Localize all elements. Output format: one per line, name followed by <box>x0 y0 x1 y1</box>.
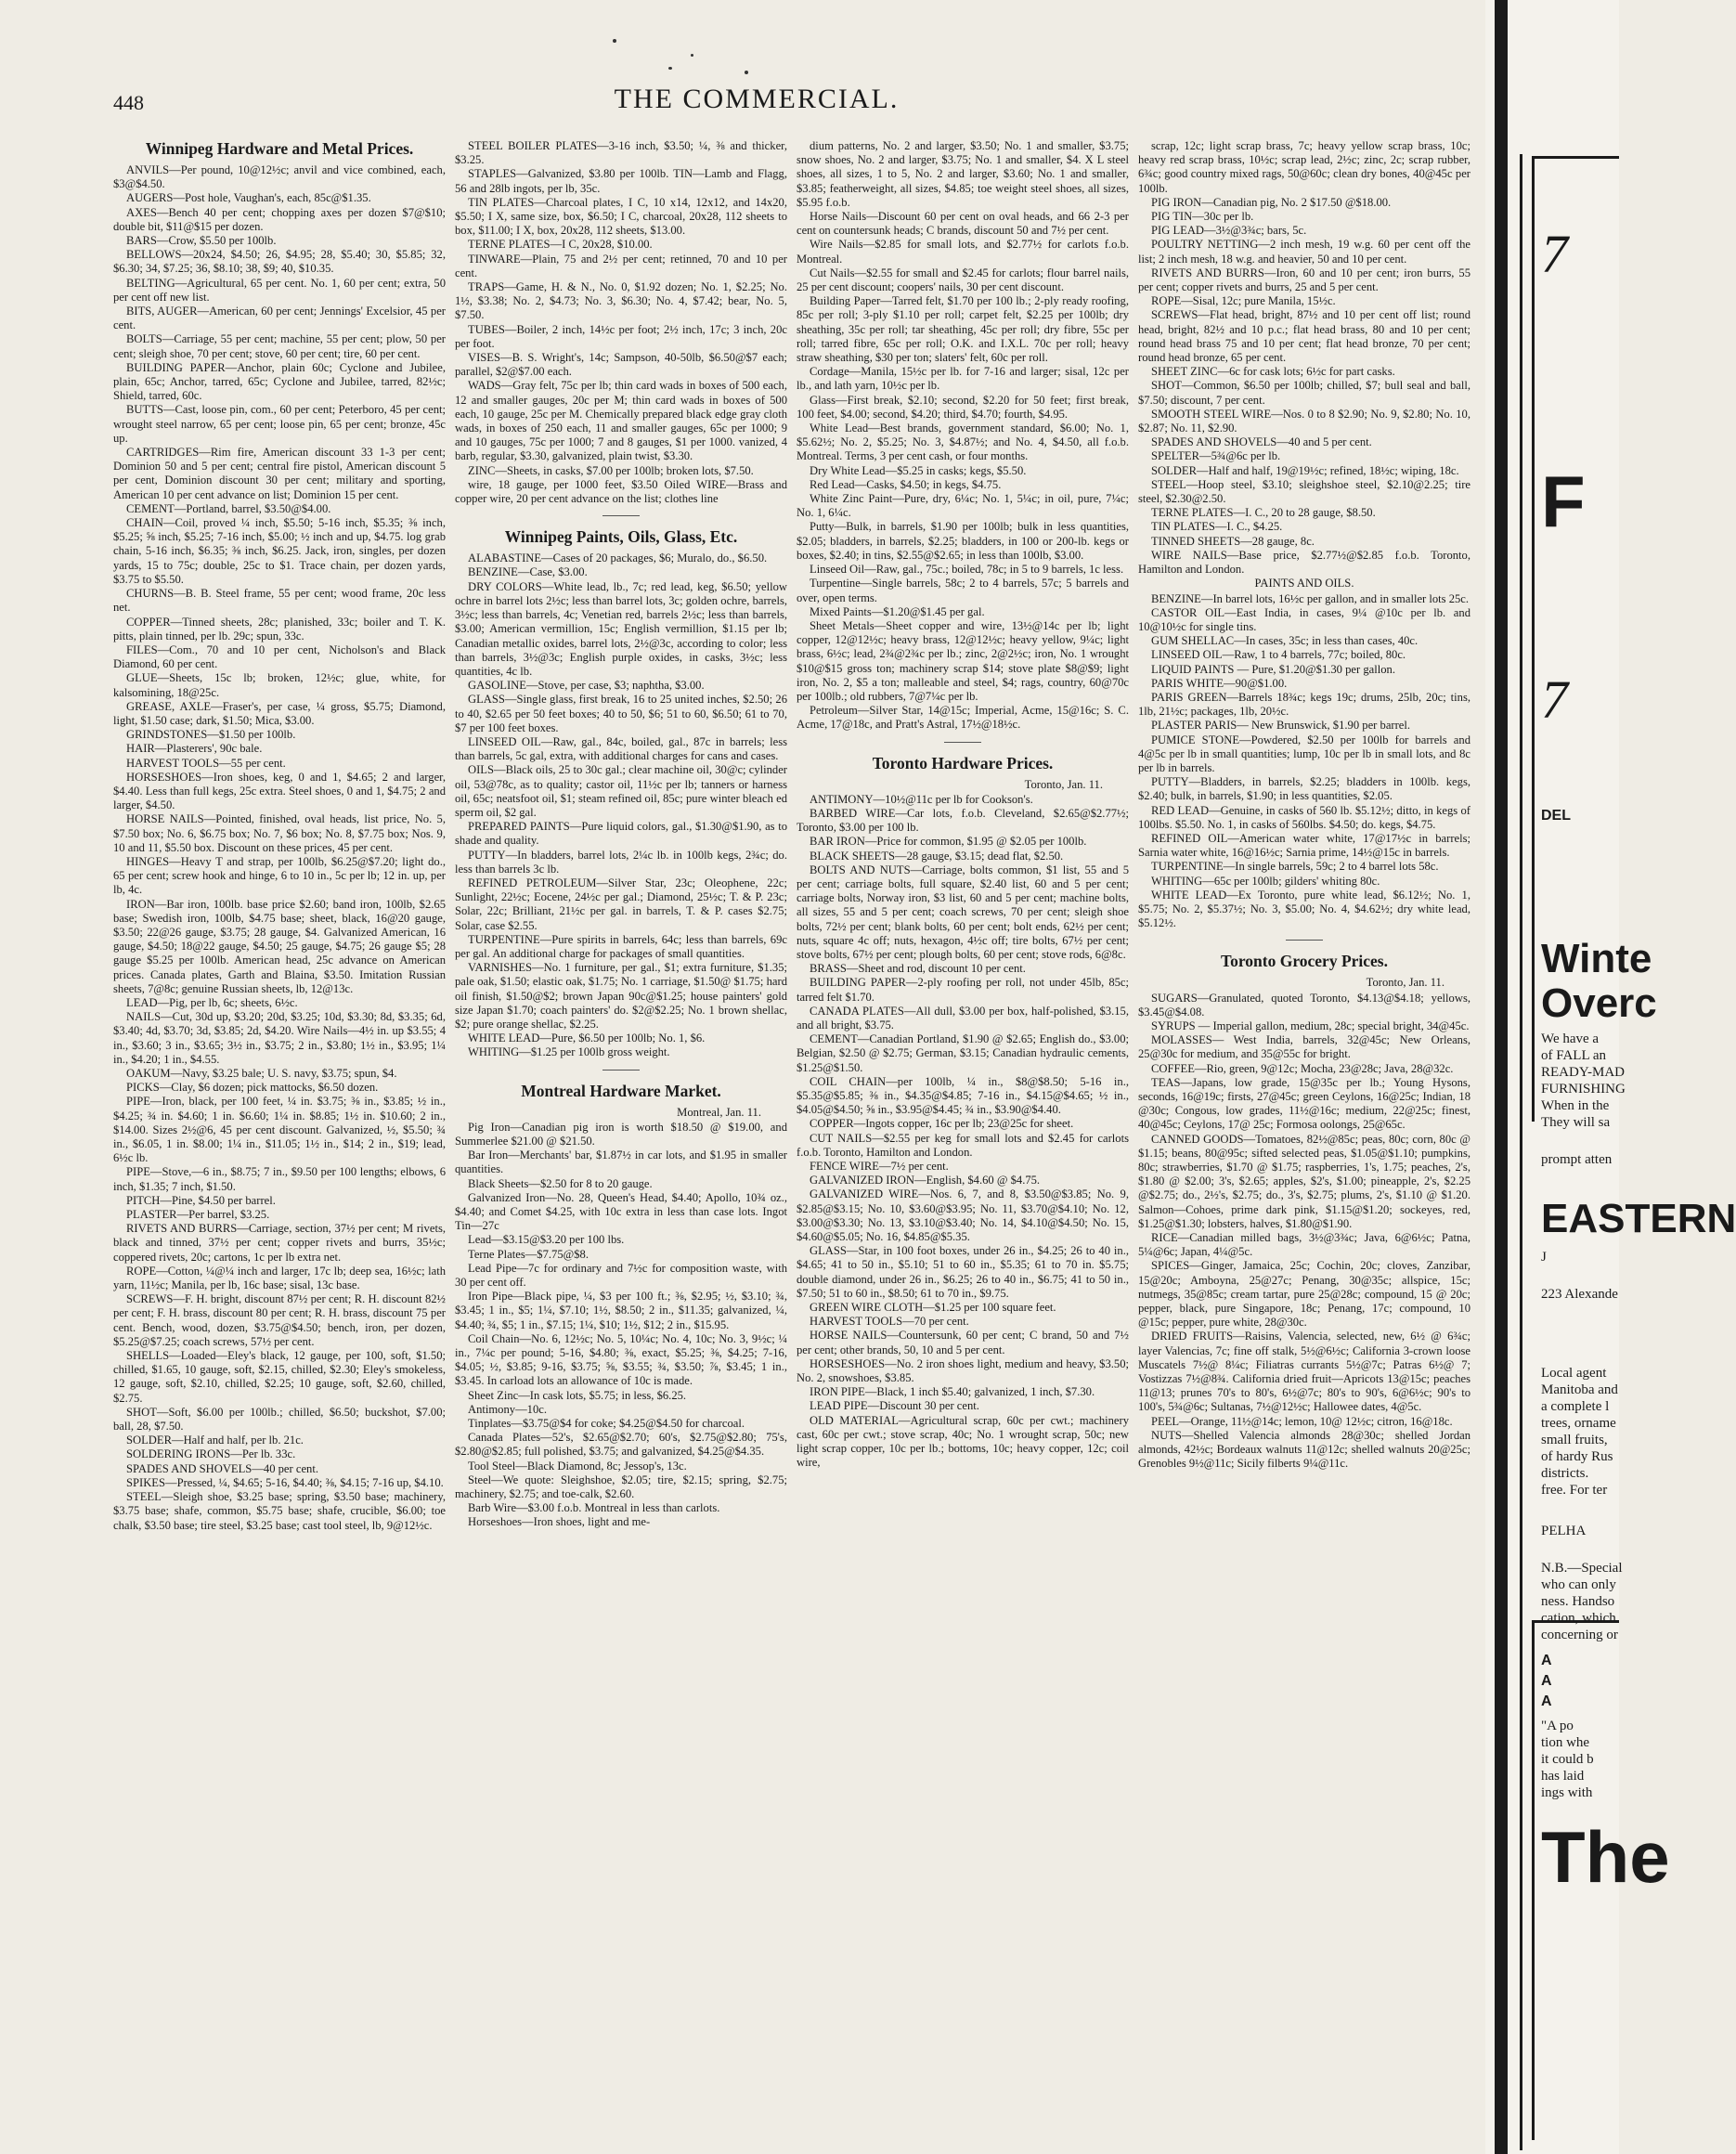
price-entry: STEEL BOILER PLATES—3-16 inch, $3.50; ¼, ⅜ and thicker, $3.25. <box>455 139 787 167</box>
adjacent-page-fragment: When in the <box>1541 1098 1610 1113</box>
price-entry: CHURNS—B. B. Steel frame, 55 per cent; wood frame, 20c less net. <box>113 587 446 615</box>
price-entry: ANTIMONY—10½@11c per lb for Cookson's. <box>810 792 1033 806</box>
price-entry: WADS—Gray felt, 75c per lb; thin card wads in boxes of 500 each, 12 and smaller gauges, 20c per M; thin card wads in boxes of 500 each, 10 gauge, 25c per M. Chemically prepared black edge gray cloth wads, in boxes of 250 each, 11 and smaller gauges, 65c per 1000; 9 and 10 gauges, 75c per 1000; 7 and 8 gauges, $1 per 1000. vanized, 4 barb, regular, $3.30, galvanized, plain twist, $3.30. <box>455 379 787 463</box>
price-entry: GALVANIZED IRON—English, $4.60 @ $4.75. <box>810 1174 1041 1187</box>
adjacent-page-fragment: ness. Handso <box>1541 1594 1615 1609</box>
price-entry: Dry White Lead—$5.25 in casks; kegs, $5.50. <box>810 463 1027 477</box>
price-entry: STEEL—Hoop steel, $3.10; sleighshoe steel, $2.10@2.25; tire steel, $2.30@2.50. <box>1138 477 1470 506</box>
column-1 <box>113 139 446 2135</box>
price-entry: GUM SHELLAC—In cases, 35c; in less than cases, 40c. <box>1151 634 1419 648</box>
adjacent-page-fragment: 7 <box>1541 669 1568 730</box>
section-rule <box>602 1070 640 1071</box>
price-entry: REFINED OIL—American water white, 17@17½c in barrels; Sarnia water white, 16@16½c; Sarnia prime, 14½@15c in barrels. <box>1138 831 1470 860</box>
price-entry: SHOT—Common, $6.50 per 100lb; chilled, $7; bull seal and ball, $7.50; discount, 7 per cent. <box>1138 379 1470 407</box>
price-entry: Cut Nails—$2.55 for small and $2.45 for carlots; flour barrel nails, 25 per cent discount; coopers' nails, 30 per cent discount. <box>797 266 1129 294</box>
price-entry: STAPLES—Galvanized, $3.80 per 100lb. TIN—Lamb and Flagg, 56 and 28lb ingots, per lb, 35c. <box>455 167 787 195</box>
price-entry: PREPARED PAINTS—Pure liquid colors, gal., $1.30@$1.90, as to shade and quality. <box>455 820 787 848</box>
price-entry: GREASE, AXLE—Fraser's, per case, ¼ gross, $5.75; Diamond, light, $1.50 case; dark, $1.50; Mica, $3.00. <box>113 699 446 727</box>
price-entry: RIVETS AND BURRS—Iron, 60 and 10 per cent; iron burrs, 55 per cent; copper rivets and burrs, 25 and 5 per cent. <box>1138 266 1470 294</box>
price-entry: CANNED GOODS—Tomatoes, 82½@85c; peas, 80c; corn, 80c @ $1.15; beans, 80@95c; sifted selected peas, $1.05@$1.10; pumpkins, 80c; strawberries, $1.70 @ $1.75; raspberries, 1's, 1.75; peaches, 2's, $1.80 @ $2.00; 3's, $2.65; apples, $2's, $1.00; pineapple, 2's, $2.25 @$2.75; do., 2½'s, $2.75; do., 3's, $2.75; plums, 2's, $1.10 @ $1.20. Salmon—Cohoes, prime dark pink, $1.15@$1.20; sockeyes, red, $1.25@$1.30; lobsters, halves, $1.80@$1.90. <box>1138 1132 1470 1230</box>
price-entry: HARVEST TOOLS—70 per cent. <box>810 1315 969 1329</box>
price-entry: LEAD PIPE—Discount 30 per cent. <box>810 1399 979 1413</box>
price-entry: CUT NAILS—$2.55 per keg for small lots and $2.45 for carlots f.o.b. Toronto, Hamilton and London. <box>797 1131 1129 1159</box>
section-rule <box>602 515 640 516</box>
price-entry: COPPER—Ingots copper, 16c per lb; 23@25c for sheet. <box>810 1117 1074 1131</box>
price-entry: LINSEED OIL—Raw, gal., 84c, boiled, gal., 87c in barrels; less than barrels, 5c gal, extra, with additional charges for cans and cases. <box>455 734 787 763</box>
price-entry: IRON PIPE—Black, 1 inch $5.40; galvanized, 1 inch, $7.30. <box>810 1385 1095 1399</box>
price-entry: BLACK SHEETS—28 gauge, $3.15; dead flat, $2.50. <box>810 849 1064 863</box>
section-heading: Toronto Grocery Prices. <box>1221 952 1388 971</box>
price-entry: TURPENTINE—In single barrels, 59c; 2 to 4 barrel lots 58c. <box>1151 860 1439 874</box>
price-entry: Horseshoes—Iron shoes, light and me- <box>468 1515 651 1529</box>
price-entry: CHAIN—Coil, proved ¼ inch, $5.50; 5-16 inch, $5.35; ⅜ inch, $5.25; ⅝ inch, $5.25; 7-16 inch, $5.00; ½ inch and up, $4.75. log grab chain, 5-16 inch, $6.35; ⅜ inch, $6.25. Jack, iron, singles, per dozen yards, 15 to 75c; double, 25c to $1. Trace chain, per dozen yards, $3.75 to $5.50. <box>113 516 446 586</box>
price-entry: BITS, AUGER—American, 60 per cent; Jennings' Excelsior, 45 per cent. <box>113 305 446 332</box>
price-entry: TIN PLATES—I. C., $4.25. <box>1151 520 1283 534</box>
price-entry: BRASS—Sheet and rod, discount 10 per cent. <box>810 962 1026 976</box>
section-heading: Winnipeg Paints, Oils, Glass, Etc. <box>504 527 738 547</box>
adjacent-page-fragment: it could b <box>1541 1752 1594 1767</box>
price-entry: BARS—Crow, $5.50 per 100lb. <box>126 234 277 248</box>
price-entry: Linseed Oil—Raw, gal., 75c.; boiled, 78c; in 5 to 9 barrels, 1c less. <box>810 563 1124 577</box>
price-entry: SHEET ZINC—6c for cask lots; 6½c for part casks. <box>1151 365 1395 379</box>
price-entry: COPPER—Tinned sheets, 28c; planished, 33c; boiler and T. K. pitts, plain tinned, per lb. 29c; spun, 33c. <box>113 615 446 642</box>
adjacent-page-fragment: N.B.—Special <box>1541 1561 1623 1576</box>
adjacent-page-fragment: of FALL an <box>1541 1048 1606 1063</box>
price-entry: CEMENT—Portland, barrel, $3.50@$4.00. <box>126 501 331 515</box>
price-entry: RIVETS AND BURRS—Carriage, section, 37½ per cent; M rivets, black and tinned, 37½ per cent; copper rivets and burrs, 35½c; coppered rivets, 20c; cartons, 1c per lb extra net. <box>113 1222 446 1264</box>
price-entry: FILES—Com., 70 and 10 per cent, Nicholson's and Black Diamond, 60 per cent. <box>113 642 446 671</box>
price-entry: Sheet Zinc—In cask lots, $5.75; in less, $6.25. <box>468 1388 687 1402</box>
price-entry: PEEL—Orange, 11½@14c; lemon, 10@ 12½c; citron, 16@18c. <box>1151 1414 1453 1428</box>
price-entry: CASTOR OIL—East India, in cases, 9¼ @10c per lb. and 10@10½c for single tins. <box>1138 605 1470 633</box>
price-entry: POULTRY NETTING—2 inch mesh, 19 w.g. 60 per cent off the list; 2 inch mesh, 18 w.g. and heavier, 50 and 10 per cent. <box>1138 238 1470 266</box>
price-entry: PICKS—Clay, $6 dozen; pick mattocks, $6.50 dozen. <box>126 1081 379 1095</box>
price-entry: GASOLINE—Stove, per case, $3; naphtha, $3.00. <box>468 679 705 693</box>
adjacent-page-fragment: concerning or <box>1541 1628 1618 1642</box>
price-entry: PIG IRON—Canadian pig, No. 2 $17.50 @$18.00. <box>1151 195 1392 209</box>
price-entry: BELLOWS—20x24, $4.50; 26, $4.95; 28, $5.40; 30, $5.85; 32, $6.30; 34, $7.25; 36, $8.10; 38, $9; 40, $10.35. <box>113 248 446 276</box>
adjacent-page-fragment: ings with <box>1541 1785 1593 1800</box>
price-entry: Tool Steel—Black Diamond, 8c; Jessop's, 13c. <box>468 1459 687 1473</box>
price-entry: White Zinc Paint—Pure, dry, 6¼c; No. 1, 5¼c; in oil, pure, 7¼c; No. 1, 6¼c. <box>797 492 1129 520</box>
price-entry: HAIR—Plasterers', 90c bale. <box>126 742 263 756</box>
price-entry: COFFEE—Rio, green, 9@12c; Mocha, 23@28c; Java, 28@32c. <box>1151 1061 1454 1075</box>
price-entry: Black Sheets—$2.50 for 8 to 20 gauge. <box>468 1176 653 1190</box>
price-entry: Lead—$3.15@$3.20 per 100 lbs. <box>468 1233 625 1247</box>
adjacent-page-fragment: "A po <box>1541 1719 1574 1733</box>
price-entry: GLASS—Star, in 100 foot boxes, under 26 in., $4.25; 26 to 40 in., $4.65; 41 to 50 in., $5.10; 51 to 60 in., $5.35; 61 to 70 in. $5.75; double diamond, under 26 in., $6.25; 26 to 40 in., $6.75; 41 to 50 in., $7.50; 51 to 60 in., $8.50; 61 to 70 in., $9.75. <box>797 1244 1129 1300</box>
price-entry: Canada Plates—52's, $2.65@$2.70; 60's, $2.75@$2.80; 75's, $2.80@$2.85; full polished, $3.75; and galvanized, $4.25@$4.35. <box>455 1431 787 1459</box>
price-entry: SOLDER—Half and half, per lb. 21c. <box>126 1434 304 1447</box>
price-entry: PARIS WHITE—90@$1.00. <box>1151 676 1288 690</box>
price-entry: Pig Iron—Canadian pig iron is worth $18.50 @ $19.00, and Summerlee $21.00 @ $21.50. <box>455 1120 787 1148</box>
price-entry: ALABASTINE—Cases of 20 packages, $6; Muralo, do., $6.50. <box>468 551 768 565</box>
adjacent-page-fragment: cation, which <box>1541 1611 1616 1626</box>
price-entry: Terne Plates—$7.75@$8. <box>468 1247 589 1261</box>
price-entry: White Lead—Best brands, government standard, $6.00; No. 1, $5.62½; No. 2, $5.25; No. 3, $4.87½; and No. 4, $4.50, all f.o.b. Montreal. Terms, 3 per cent cash, or four months. <box>797 422 1129 463</box>
print-speck <box>745 71 748 74</box>
price-entry: OAKUM—Navy, $3.25 bale; U. S. navy, $3.75; spun, $4. <box>126 1067 397 1080</box>
price-entry: PLASTER PARIS— New Brunswick, $1.90 per barrel. <box>1151 719 1411 733</box>
price-entry: VARNISHES—No. 1 furniture, per gal., $1; extra furniture, $1.35; pale oak, $1.50; elastic oak, $1.75; No. 1 carriage, $1.50@ $1.75; hard oil finish, $1.50@$2; brown Japan 90c@$1.25; house painters' gold size Japan $1.70; coach painters' do. $2@$2.25; No. 1 brown shellac, $2; pure orange shellac, $2.25. <box>455 961 787 1031</box>
price-entry: Coil Chain—No. 6, 12½c; No. 5, 10¼c; No. 4, 10c; No. 3, 9½c; ¼ in., 7¼c per pound; 5-16, $4.80; ⅜, exact, $5.25; ⅜, $4.25; 7-16, $4.05; ½, $3.85; 9-16, $3.75; ⅝, $3.55; ¾, $3.50; ⅞, $3.45; 1 in., $3.45. In carload lots an allowance of 10c is made. <box>455 1331 787 1388</box>
price-entry: WHITE LEAD—Pure, $6.50 per 100lb; No. 1, $6. <box>468 1032 706 1045</box>
price-entry: SPICES—Ginger, Jamaica, 25c; Cochin, 20c; cloves, Zanzibar, 15@20c; Amboyna, 25@27c; Penang, 30@35c; allspice, 15c; nutmegs, 35@85c; cream tartar, pure 25@28c; compound, 15 @ 20c; pepper, black, pure Singapore, 18c; Penang, 17c; compound, 10 @15c; pepper, pure white, 28@30c. <box>1138 1259 1470 1330</box>
column-2 <box>455 139 787 2135</box>
price-entry: PIPE—Iron, black, per 100 feet, ¼ in. $3.75; ⅜ in., $3.85; ½ in., $4.25; ¾ in. $4.60; 1 in. $6.60; 1¼ in. $8.85; 1½ in. $10.60; 2 in., $14.00. Sizes 2½@6, 45 per cent discount. Galvanized, ½, $5.50; ¾ in., $6.05, 1 in. $8.00; 1¼ in., $11.05; 1½ in., $14; 2 in., $19; lead, 6½c lb. <box>113 1095 446 1165</box>
price-entry: Antimony—10c. <box>468 1402 548 1416</box>
price-entry: Petroleum—Silver Star, 14@15c; Imperial, Acme, 15@16c; S. C. Acme, 17@18c, and Pratt's Astral, 17½@18½c. <box>797 704 1129 732</box>
adjacent-page-fragment: districts. <box>1541 1466 1589 1481</box>
price-entry: BAR IRON—Price for common, $1.95 @ $2.05 per 100lb. <box>810 835 1087 849</box>
price-entry: SCREWS—Flat head, bright, 87½ and 10 per cent off list; round head, bright, 82½ and 10 p.c.; flat head brass, 80 and 10 per cent; round head brass 75 and 10 per cent; flat head bronze, 70 per cent; round head bronze, 65 per cent. <box>1138 308 1470 365</box>
adjacent-page-fragment: Manitoba and <box>1541 1382 1618 1397</box>
price-entry: SHOT—Soft, $6.00 per 100lb.; chilled, $6.50; buckshot, $7.00; ball, 28, $7.50. <box>113 1405 446 1434</box>
price-entry: BUTTS—Cast, loose pin, com., 60 per cent; Peterboro, 45 per cent; wrought steel narrow, 65 per cent; loose pin, 65 per cent; bronze, 45c up. <box>113 403 446 445</box>
price-entry: ROPE—Sisal, 12c; pure Manila, 15½c. <box>1151 294 1336 308</box>
adjacent-page-fragment: has laid <box>1541 1769 1585 1784</box>
adjacent-page-fragment: FURNISHING <box>1541 1082 1626 1096</box>
adjacent-page-fragment: small fruits, <box>1541 1433 1608 1447</box>
adjacent-page-fragment: The <box>1541 1816 1670 1898</box>
page-gutter-shadow <box>1495 0 1508 2154</box>
price-entry: WHITING—65c per 100lb; gilders' whiting 80c. <box>1151 874 1380 888</box>
price-entry: CEMENT—Canadian Portland, $1.90 @ $2.65; English do., $3.00; Belgian, $2.50 @ $2.75; German, $3.15; Canadian hydraulic cements, $1.25@$1.50. <box>797 1032 1129 1074</box>
adjacent-page-fragment: They will sa <box>1541 1115 1611 1130</box>
price-entry: MOLASSES— West India, barrels, 32@45c; New Orleans, 25@30c for medium, and 35@55c for bright. <box>1138 1033 1470 1061</box>
price-entry: SHELLS—Loaded—Eley's black, 12 gauge, per 100, soft, $1.50; chilled, $1.65, 10 gauge, soft, $2.15, chilled, $2.30; Eley's smokeless, 12 gauge, soft, $2.10, chilled, $2.25; 10 gauge, soft, $2.60, chilled, $2.75. <box>113 1349 446 1405</box>
price-entry: scrap, 12c; light scrap brass, 7c; heavy yellow scrap brass, 10c; heavy red scrap brass, 10½c; scrap lead, 2½c; zinc, 2c; scrap rubber, 6¾c; good country mixed rags, 50@60c; clean dry bones, 40@45c per 100lb. <box>1138 139 1470 195</box>
adjacent-page-fragment: A <box>1541 1653 1552 1668</box>
price-entry: Tinplates—$3.75@$4 for coke; $4.25@$4.50 for charcoal. <box>468 1417 745 1431</box>
price-entry: ZINC—Sheets, in casks, $7.00 per 100lb; broken lots, $7.50. <box>468 463 754 477</box>
price-entry: TERNE PLATES—I. C., 20 to 28 gauge, $8.50. <box>1151 506 1376 520</box>
price-entry: Putty—Bulk, in barrels, $1.90 per 100lb; bulk in less quantities, $2.05; bladders, in barrels, $2.25; bladders, in 100 or 200-lb. kegs or boxes, $2.40; in tins, $2.55@$2.65; in less than 100lb, $3.00. <box>797 520 1129 562</box>
price-entry: Cordage—Manila, 15½c per lb. for 7-16 and larger; sisal, 12c per lb., and lath yarn, 10½c per lb. <box>797 365 1129 393</box>
price-entry: WIRE NAILS—Base price, $2.77½@$2.85 f.o.b. Toronto, Hamilton and London. <box>1138 548 1470 577</box>
adjacent-page-fragment: who can only <box>1541 1577 1616 1592</box>
price-entry: Iron Pipe—Black pipe, ¼, $3 per 100 ft.; ⅜, $2.95; ½, $3.10; ¾, $3.45; 1 in., $5; 1¼, $7.10; 1½, $8.50; 2 in., $11.35; galvanized, ¼, $4.40; ¾, $5; 1 in., $7.15; 1¼, $10; 1½, $12; 2 in., $15.95. <box>455 1290 787 1331</box>
price-entry: OLD MATERIAL—Agricultural scrap, 60c per cwt.; machinery cast, 60c per cwt.; stove scrap, 40c; No. 1 wrought scrap, 50c; new light scrap copper, 10c per lb.; bottoms, 10c; heavy copper, 12c; coil wire, <box>797 1413 1129 1470</box>
price-entry: GLUE—Sheets, 15c lb; broken, 12½c; glue, white, for kalsomining, 18@25c. <box>113 671 446 699</box>
price-entry: HARVEST TOOLS—55 per cent. <box>126 756 286 770</box>
price-entry: Sheet Metals—Sheet copper and wire, 13½@14c per lb; light copper, 12@12½c; heavy brass, 12@12½c; heavy yellow, 9¼c; light brass, 6½c; lead, 2¾@2¾c per lb.; zinc, 2@2½c; iron, No. 1 wrought $10@$15 gross ton; machinery scrap $14; stove plate $8@$9; light iron, No. 2, $5 a ton; malleable and steel, $4; rags, country, 60@70c per 100lb.; old rubbers, 7@7¼c per lb. <box>797 618 1129 703</box>
price-entry: ANVILS—Per pound, 10@12½c; anvil and vice combined, each, $3@$4.50. <box>113 163 446 191</box>
dateline: Toronto, Jan. 11. <box>1366 976 1445 990</box>
adjacent-page-fragment: tion whe <box>1541 1735 1590 1750</box>
price-entry: BOLTS—Carriage, 55 per cent; machine, 55 per cent; plow, 50 per cent; sleigh shoe, 70 per cent; stove, 60 per cent; tire, 60 per cent. <box>113 332 446 360</box>
subheading: PAINTS AND OILS. <box>1254 577 1354 590</box>
adjacent-page-fragment: We have a <box>1541 1032 1600 1046</box>
price-entry: BELTING—Agricultural, 65 per cent. No. 1, 60 per cent; extra, 50 per cent off new list. <box>113 276 446 304</box>
price-entry: HINGES—Heavy T and strap, per 100lb, $6.25@$7.20; light do., 65 per cent; screw hook and hinge, 6 to 10 in., 5c per lb; 12 in. up, per lb, 4c. <box>113 854 446 897</box>
column-4 <box>1138 139 1470 2135</box>
price-entry: TURPENTINE—Pure spirits in barrels, 64c; less than barrels, 69c per gal. An additional charge for packages of small quantities. <box>455 932 787 960</box>
price-entry: PUMICE STONE—Powdered, $2.50 per 100lb for barrels and 4@5c per lb in small quantities; lump, 10c per lb in small lots, and 8c per lb in barrels. <box>1138 733 1470 774</box>
price-entry: BUILDING PAPER—Anchor, plain 60c; Cyclone and Jubilee, plain, 65c; Anchor, tarred, 65c; Cyclone and Jubilee, tarred, 82½c; Shield, tarred, 60c. <box>113 360 446 403</box>
adjacent-page-fragment: prompt atten <box>1541 1152 1613 1167</box>
price-entry: AXES—Bench 40 per cent; chopping axes per dozen $7@$10; double bit, $11@$15 per dozen. <box>113 205 446 233</box>
adjacent-page-fragment: F <box>1541 461 1586 542</box>
price-entry: PIG TIN—30c per lb. <box>1151 210 1254 224</box>
price-entry: HORSE NAILS—Pointed, finished, oval heads, list price, No. 5, $7.50 box; No. 6, $6.75 box; No. 7, $6 box; No. 8, $7.75 box; Nos. 9, 10 and 11, $5.50 box. Discount on these prices, 45 per cent. <box>113 812 446 854</box>
price-entry: SPADES AND SHOVELS—40 and 5 per cent. <box>1151 435 1372 449</box>
price-entry: PUTTY—In bladders, barrel lots, 2¼c lb. in 100lb kegs, 2¾c; do. less than barrels 3c lb. <box>455 848 787 876</box>
adjacent-page-fragment: 7 <box>1541 224 1568 284</box>
price-entry: Galvanized Iron—No. 28, Queen's Head, $4.40; Apollo, 10¾ oz., $4.40; and Comet $4.25, with 10c extra in less than case lots. Ingot Tin—27c <box>455 1190 787 1233</box>
adjacent-page-fragment: Overc <box>1541 980 1657 1026</box>
price-entry: LIQUID PAINTS — Pure, $1.20@$1.30 per gallon. <box>1151 662 1395 676</box>
price-entry: FENCE WIRE—7½ per cent. <box>810 1160 949 1174</box>
price-entry: REFINED PETROLEUM—Silver Star, 23c; Oleophene, 22c; Sunlight, 22½c; Eocene, 24½c per gal.; Diamond, 25½c; T. & P. 23c; Solar, 22c; Brilliant, 21½c per gal. in barrels, T. & P. cases $2.75; Solar, case $2.55. <box>455 876 787 932</box>
dateline: Montreal, Jan. 11. <box>677 1105 761 1119</box>
price-entry: RICE—Canadian milled bags, 3½@3¾c; Java, 6@6½c; Patna, 5¼@6c; Japan, 4¼@5c. <box>1138 1231 1470 1259</box>
price-entry: BOLTS AND NUTS—Carriage, bolts common, $1 list, 55 and 5 per cent; carriage bolts, full square, $2.40 list, 60 and 5 per cent; carriage bolts, Norway iron, $3 list, 60 and 5 per cent; machine bolts, all sizes, 55 and 5 per cent; coach screws, 70 per cent; sleigh shoe bolts, 72½ per cent; blank bolts, 60 per cent; bolt ends, 62½ per cent; nuts, square 4c off; nuts, hexagon, 4½c off; tire bolts, 67½ per cent; stove bolts, 67½ per cent; plough bolts, 60 per cent; stove rods, 6@8c. <box>797 863 1129 961</box>
price-entry: TINWARE—Plain, 75 and 2½ per cent; retinned, 70 and 10 per cent. <box>455 252 787 279</box>
adjacent-page-fragment: Local agent <box>1541 1366 1607 1381</box>
price-entry: PARIS GREEN—Barrels 18¾c; kegs 19c; drums, 25lb, 20c; tins, 1lb, 21½c; packages, 1lb, 20½c. <box>1138 690 1470 719</box>
price-entry: Turpentine—Single barrels, 58c; 2 to 4 barrels, 57c; 5 barrels and over, open terms. <box>797 577 1129 604</box>
price-entry: SPADES AND SHOVELS—40 per cent. <box>126 1461 318 1475</box>
price-entry: TEAS—Japans, low grade, 15@35c per lb.; Young Hysons, seconds, 16@19c; firsts, 27@45c; green Ceylons, 16@25c; Indian, 18 @30c; Congous, low grades, 11½@16c; medium, 22@25c; finest, 40@45c; Ceylons, 17@ 25c; Formosa oolongs, 25@65c. <box>1138 1075 1470 1132</box>
price-entry: TINNED SHEETS—28 gauge, 8c. <box>1151 534 1315 548</box>
price-entry: Glass—First break, $2.10; second, $2.20 for 50 feet; first break, 100 feet, $4.00; second, $4.20; third, $4.70; fourth, $4.95. <box>797 393 1129 421</box>
price-entry: BUILDING PAPER—2-ply roofing per roll, not under 45lb, 85c; tarred felt $1.70. <box>797 976 1129 1004</box>
price-entry: TUBES—Boiler, 2 inch, 14½c per foot; 2½ inch, 17c; 3 inch, 20c per foot. <box>455 322 787 350</box>
section-rule <box>944 742 981 743</box>
price-entry: SPELTER—5¾@6c per lb. <box>1151 449 1281 463</box>
dateline: Toronto, Jan. 11. <box>1024 777 1103 791</box>
price-entry: HORSESHOES—No. 2 iron shoes light, medium and heavy, $3.50; No. 2, snowshoes, $3.85. <box>797 1356 1129 1385</box>
section-heading: Toronto Hardware Prices. <box>872 753 1054 772</box>
price-entry: Mixed Paints—$1.20@$1.45 per gal. <box>810 604 985 618</box>
price-entry: Steel—We quote: Sleighshoe, $2.05; tire, $2.15; spring, $2.75; machinery, $2.75; and toe-calk, $2.60. <box>455 1473 787 1501</box>
price-entry: LINSEED OIL—Raw, 1 to 4 barrels, 77c; boiled, 80c. <box>1151 648 1406 662</box>
price-entry: BENZINE—In barrel lots, 16½c per gallon, and in smaller lots 25c. <box>1151 591 1470 605</box>
price-entry: ROPE—Cotton, ¼@¼ inch and larger, 17c lb; deep sea, 16½c; lath yarn, 11½c; Manila, per lb, 16c base; sisal, 13c base. <box>113 1264 446 1292</box>
price-entry: VISES—B. S. Wright's, 14c; Sampson, 40-50lb, $6.50@$7 each; parallel, $2@$7.00 each. <box>455 351 787 379</box>
price-entry: RED LEAD—Genuine, in casks of 560 lb. $5.12½; ditto, in kegs of 100lbs. $5.50. No. 1, in casks of 560lbs. $4.50; do. kegs, $4.75. <box>1138 803 1470 831</box>
price-entry: SCREWS—F. H. bright, discount 87½ per cent; R. H. discount 82½ per cent; F. H. brass, discount 80 per cent; R. H. brass, discount 75 per cent. Bench, wood, dozen, $3.75@$4.50; bench, iron, per dozen, $5.25@$7.25; coach screws, 57½ per cent. <box>113 1292 446 1348</box>
adjacent-page-rule <box>1520 154 1522 2150</box>
price-entry: Wire Nails—$2.85 for small lots, and $2.77½ for carlots f.o.b. Montreal. <box>797 238 1129 266</box>
adjacent-page-fragment: 223 Alexande <box>1541 1287 1618 1302</box>
price-entry: wire, 18 gauge, per 1000 feet, $3.50 Oiled WIRE—Brass and copper wire, 20 per cent advance on the list; clothes line <box>455 477 787 506</box>
price-entry: BENZINE—Case, $3.00. <box>468 565 588 579</box>
section-heading: Winnipeg Hardware and Metal Prices. <box>145 139 414 158</box>
section-heading: Montreal Hardware Market. <box>521 1081 721 1100</box>
price-entry: CANADA PLATES—All dull, $3.00 per box, half-polished, $3.15, and all bright, $3.75. <box>797 1004 1129 1032</box>
price-entry: WHITE LEAD—Ex Toronto, pure white lead, $6.12½; No. 1, $5.75; No. 2, $5.37½; No. 3, $5.00; No. 4, $4.62½; dry white lead, $5.12½. <box>1138 888 1470 930</box>
price-entry: Lead Pipe—7c for ordinary and 7½c for composition waste, with 30 per cent off. <box>455 1261 787 1290</box>
price-entry: GLASS—Single glass, first break, 16 to 25 united inches, $2.50; 26 to 40, $2.65 per 50 feet boxes; 40 to 50, $6; 51 to 60, $6.50; 61 to 70, $7 per 100 feet boxes. <box>455 693 787 734</box>
price-entry: AUGERS—Post hole, Vaughan's, each, 85c@$1.35. <box>126 191 371 205</box>
price-entry: HORSESHOES—Iron shoes, keg, 0 and 1, $4.65; 2 and larger, $4.40. Less than full kegs, 25c extra. Steel shoes, 0 and 1, $4.75; 2 and larger, $4.50. <box>113 770 446 812</box>
adjacent-page-fragment: A <box>1541 1673 1552 1689</box>
price-entry: NUTS—Shelled Valencia almonds 28@30c; shelled Jordan almonds, 42½c; Bordeaux walnuts 11@12c; shelled walnuts 20@25c; Grenobles 9½@11c; Sicily filberts 9¼@11c. <box>1138 1428 1470 1471</box>
price-entry: Building Paper—Tarred felt, $1.70 per 100 lb.; 2-ply ready roofing, 85c per roll; 3-ply $1.10 per roll; carpet felt, $2.25 per 100lb; dry sheathing, 35c per roll; tar sheathing, 45c per roll; dry fibre, 55c per roll; tarred fibre, 65c per roll; O.K. and I.X.L. 70c per roll; heavy straw sheathing, $30 per ton; slaters' felt, 60c per roll. <box>797 294 1129 365</box>
price-entry: GALVANIZED WIRE—Nos. 6, 7, and 8, $3.50@$3.85; No. 9, $2.85@$3.15; No. 10, $3.60@$3.95; No. 11, $3.70@$4.10; No. 12, $3.00@$3.30; No. 13, $3.10@$3.40; No. 14, $4.10@$4.50; No. 15, $4.60@$5.05; No. 16, $4.85@$5.35. <box>797 1187 1129 1244</box>
price-entry: OILS—Black oils, 25 to 30c gal.; clear machine oil, 30@c; cylinder oil, 53@78c, as to quality; castor oil, 11½c per lb; tanners or harness oil, 65c; neatsfoot oil, $1; steam refined oil, 85c; pure winter bleach ed sperm oil, $2 gal. <box>455 763 787 819</box>
price-entry: TIN PLATES—Charcoal plates, I C, 10 x14, 12x12, and 14x20, $5.50; I X, same size, box, $6.50; I C, charcoal, 20x28, 112 sheets to box, $11.00; I X, box, 20x28, 112 sheets, $13.00. <box>455 195 787 238</box>
price-entry: CARTRIDGES—Rim fire, American discount 33 1-3 per cent; Dominion 50 and 5 per cent; central fire pistol, American discount 5 per cent, Dominion discount 30 per cent; military and sporting, American 10 per cent advance on list; Dominion 15 per cent. <box>113 446 446 501</box>
adjacent-page-fragment: J <box>1541 1250 1547 1265</box>
adjacent-page-fragment: Winte <box>1541 936 1652 981</box>
price-entry: GREEN WIRE CLOTH—$1.25 per 100 square feet. <box>810 1301 1056 1315</box>
price-entry: dium patterns, No. 2 and larger, $3.50; No. 1 and smaller, $3.75; snow shoes, No. 2 and larger, $3.75; No. 1 and smaller, $4. X L steel shoes, all sizes, 1 to 5, No. 2 and larger, $3.60; No. 1 and smaller, $3.85; featherweight, all sizes, $4.85; toe weight steel shoes, all sizes, $5.95 f.o.b. <box>797 139 1129 209</box>
adjacent-page-fragment: EASTERN <box>1541 1196 1736 1241</box>
price-entry: SUGARS—Granulated, quoted Toronto, $4.13@$4.18; yellows, $3.45@$4.08. <box>1138 991 1470 1019</box>
price-entry: BARBED WIRE—Car lots, f.o.b. Cleveland, $2.65@$2.77½; Toronto, $3.00 per 100 lb. <box>797 806 1129 835</box>
price-entry: SPIKES—Pressed, ¼, $4.65; 5-16, $4.40; ⅜, $4.15; 7-16 up, $4.10. <box>126 1475 444 1489</box>
price-entry: SOLDER—Half and half, 19@19½c; refined, 18½c; wiping, 18c. <box>1151 463 1459 477</box>
print-speck <box>613 39 616 43</box>
price-entry: SMOOTH STEEL WIRE—Nos. 0 to 8 $2.90; No. 9, $2.80; No. 10, $2.87; No. 11, $2.90. <box>1138 407 1470 435</box>
page-number: 448 <box>113 91 144 114</box>
adjacent-page-fragment: DEL <box>1541 808 1571 824</box>
price-entry: Horse Nails—Discount 60 per cent on oval heads, and 66 2-3 per cent on countersunk heads; C brands, discount 50 and 7½ per cent. <box>797 210 1129 238</box>
adjacent-page-fragment: trees, orname <box>1541 1416 1616 1431</box>
section-rule <box>1286 940 1323 941</box>
price-entry: SOLDERING IRONS—Per lb. 33c. <box>126 1447 296 1461</box>
price-entry: Barb Wire—$3.00 f.o.b. Montreal in less than carlots. <box>468 1501 720 1515</box>
running-head: THE COMMERCIAL. <box>614 84 900 114</box>
price-entry: Red Lead—Casks, $4.50; in kegs, $4.75. <box>810 477 1002 491</box>
adjacent-page-fragment: A <box>1541 1693 1552 1709</box>
price-entry: DRY COLORS—White lead, lb., 7c; red lead, keg, $6.50; yellow ochre in barrel lots 2½c; less than barrel lots, 3c; golden ochre, barrels, 3½c; less than barrels, 4c; Venetian red, barrels 2½c; less than barrels, $3.00; American vermillion, 15c; English vermillion, $1.15 per lb; Canadian metallic oxides, barrel lots, 2½@3c, according to color; less than barrels, 3½@3c; English purple oxides, in casks, 3½c; less quantities, 4c lb. <box>455 579 787 678</box>
price-entry: IRON—Bar iron, 100lb. base price $2.60; band iron, 100lb, $2.65 base; Swedish iron, 100lb, $4.75 base; sheet, black, 16@20 gauge, $3.50; 22@26 gauge, $3.75; 28 gauge, $4. Galvanized American, 16 gauge, $4.50; 18@22 gauge, $4.50; 25 gauge, $4.75; 26 gauge $5; 28 gauge $5.25 per 100lb. American head, 25c advance on American prices. Canada plates, Garth and Blaina, $3.50. Imitation Russian sheets, 7@8c; genuine Russian sheets, lb, 12@13c. <box>113 897 446 995</box>
price-entry: PLASTER—Per barrel, $3.25. <box>126 1208 270 1222</box>
price-entry: WHITING—$1.25 per 100lb gross weight. <box>468 1045 670 1059</box>
price-entry: Bar Iron—Merchants' bar, $1.87½ in car lots, and $1.95 in smaller quantities. <box>455 1148 787 1176</box>
price-entry: TERNE PLATES—I C, 20x28, $10.00. <box>468 238 653 252</box>
price-entry: HORSE NAILS—Countersunk, 60 per cent; C brand, 50 and 7½ per cent; other brands, 50, 10 and 5 per cent. <box>797 1329 1129 1356</box>
print-speck <box>691 54 693 57</box>
adjacent-page-fragment: READY-MAD <box>1541 1065 1625 1080</box>
price-entry: PIPE—Stove,—6 in., $8.75; 7 in., $9.50 per 100 lengths; elbows, 6 inch, $1.35; 7 inch, $1.50. <box>113 1165 446 1193</box>
price-entry: STEEL—Sleigh shoe, $3.25 base; spring, $3.50 base; machinery, $3.75 base; shafe, common, $5.75 base; shafe, crucible, $6.00; toe chalk, $3.50 base; tire steel, $3.25 base; cast tool steel, lb, 9@12½c. <box>113 1490 446 1532</box>
price-entry: TRAPS—Game, H. & N., No. 0, $1.92 dozen; No. 1, $2.25; No. 1½, $3.38; No. 2, $4.73; No. 3, $6.30; No. 4, $7.42; bear, No. 5, $7.50. <box>455 280 787 322</box>
price-entry: GRINDSTONES—$1.50 per 100lb. <box>126 728 296 742</box>
price-entry: PUTTY—Bladders, in barrels, $2.25; bladders in 100lb. kegs, $2.40; bulk, in barrels, $1.90; in less quantities, $2.05. <box>1138 775 1470 803</box>
adjacent-page-fragment: of hardy Rus <box>1541 1449 1613 1464</box>
price-entry: COIL CHAIN—per 100lb, ¼ in., $8@$8.50; 5-16 in., $5.35@$5.85; ⅜ in., $4.35@$4.85; 7-16 in., $4.15@$4.65; ½ in., $4.05@$4.50; ⅝ in., $3.95@$4.45; ¾ in., $3.90@$4.40. <box>797 1074 1129 1117</box>
column-3 <box>797 139 1129 2135</box>
price-entry: LEAD—Pig, per lb, 6c; sheets, 6½c. <box>126 995 298 1009</box>
price-entry: SYRUPS — Imperial gallon, medium, 28c; special bright, 34@45c. <box>1151 1019 1470 1032</box>
print-speck <box>668 67 672 70</box>
price-entry: DRIED FRUITS—Raisins, Valencia, selected, new, 6½ @ 6¾c; layer Valencias, 7c; fine off stalk, 5½@6½c; California 3-crown loose Muscatels 7½@ 8¼c; Filiatras currants 5½@7c; Patras 6½@ 7; Vostizzas 7½@8¾. California dried fruit—Apricots 13@15c; peaches 11@13; prunes 70's to 80's, 6½@7c; 80's to 90's, 6@6½c; 90's to 100's, 5¾@6c; Sultanas, 7½@12½c; Hallowee dates, 4@5c. <box>1138 1330 1470 1414</box>
price-entry: PIG LEAD—3½@3¾c; bars, 5c. <box>1151 224 1307 238</box>
price-entry: NAILS—Cut, 30d up, $3.20; 20d, $3.25; 10d, $3.30; 8d, $3.35; 6d, $3.40; 4d, $3.70; 3d, $3.85; 2d, $4.20. Wire Nails—4½ in. up $3.55; 4 in., $3.60; 3 in., $3.65; 3½ in., $3.75; 2 in., $3.80; 1½ in., $3.95; 1¼ in., $4.20; 1 in., $4.55. <box>113 1010 446 1066</box>
adjacent-page-fragment: free. For ter <box>1541 1483 1608 1498</box>
price-entry: PITCH—Pine, $4.50 per barrel. <box>126 1193 276 1207</box>
adjacent-page-fragment: PELHA <box>1541 1524 1587 1538</box>
adjacent-page-fragment: a complete l <box>1541 1399 1610 1414</box>
